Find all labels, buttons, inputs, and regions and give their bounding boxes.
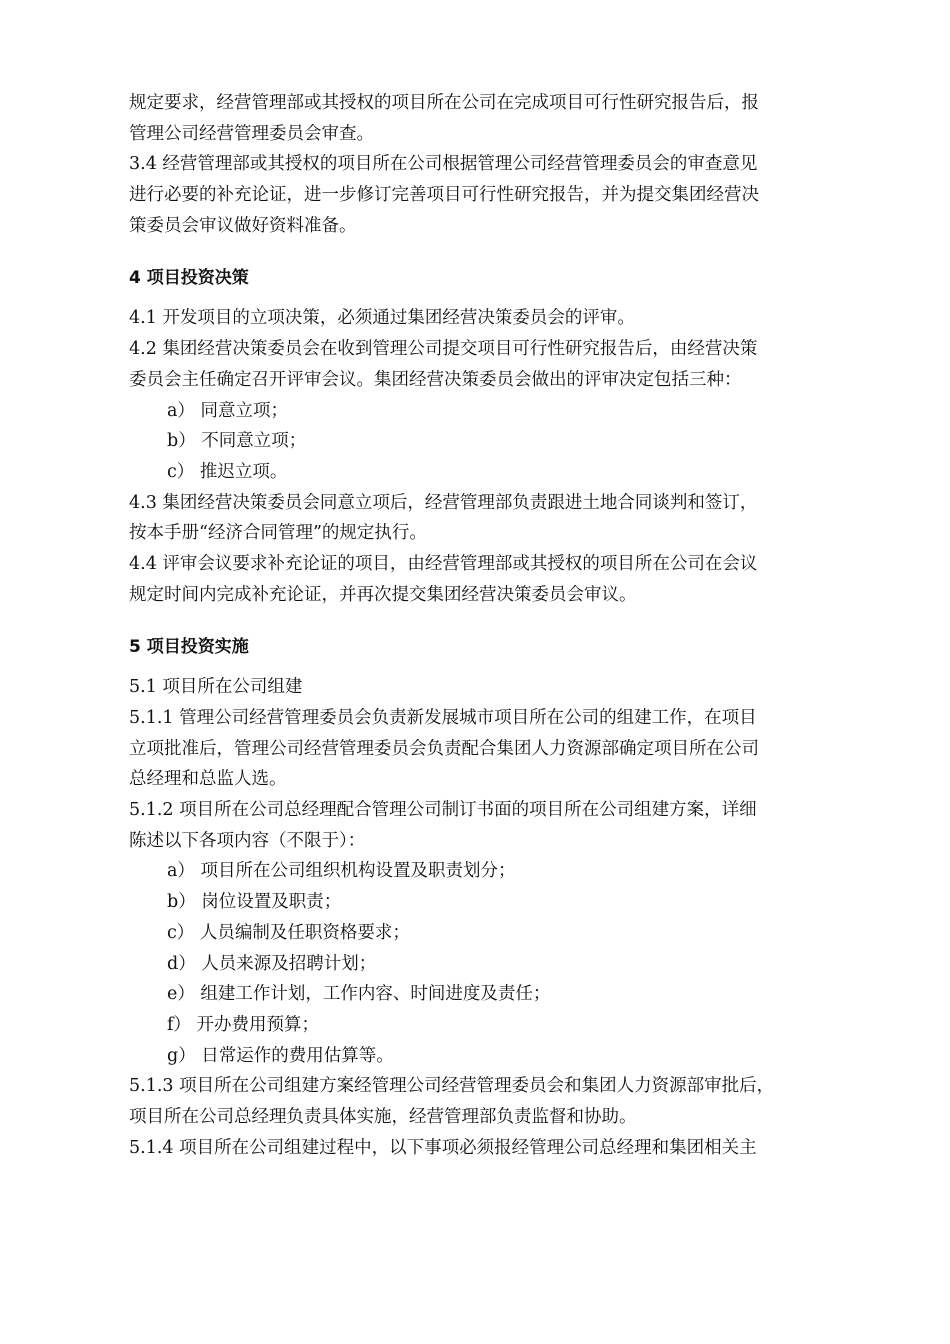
paragraph-4-1 [129, 303, 829, 334]
list-item: b） 不同意立项； [167, 431, 307, 452]
document-page [129, 88, 829, 1163]
text-line: 4.2 集团经营决策委员会在收到管理公司提交项目可行性研究报告后，由经营决策 [129, 339, 758, 360]
text-line: 3.4 经营管理部或其授权的项目所在公司根据管理公司经营管理委员会的审查意见 [129, 154, 758, 175]
text-line: 规定时间内完成补充论证，并再次提交集团经营决策委员会审议。 [129, 584, 637, 605]
paragraph-5-1-1 [129, 703, 829, 795]
list-item: c） 人员编制及任职资格要求； [167, 922, 410, 943]
text-line: 规定要求，经营管理部或其授权的项目所在公司在完成项目可行性研究报告后，报 [129, 93, 759, 113]
text-line: 5.1.2 项目所在公司总经理配合管理公司制订书面的项目所在公司组建方案，详细 [129, 800, 757, 821]
list-item: d） 人员来源及招聘计划； [167, 953, 377, 974]
paragraph-4-4 [129, 549, 829, 610]
list-item: g） 日常运作的费用估算等。 [167, 1045, 394, 1066]
paragraph-3-3-tail [129, 88, 829, 149]
paragraph-5-1-3 [129, 1071, 829, 1132]
text-line: 5.1 项目所在公司组建 [129, 677, 303, 698]
list-item: a） 同意立项； [167, 400, 288, 421]
text-line: 陈述以下各项内容（不限于）： [129, 830, 366, 851]
list-item: e） 组建工作计划，工作内容、时间进度及责任； [167, 984, 551, 1005]
text-line: 策委员会审议做好资料准备。 [129, 215, 357, 236]
paragraph-4-2 [129, 334, 829, 487]
text-line: 总经理和总监人选。 [129, 769, 287, 790]
section-heading-5: 5 项目投资实施 [129, 637, 249, 658]
text-line: 立项批准后，管理公司经营管理委员会负责配合集团人力资源部确定项目所在公司 [129, 738, 759, 759]
paragraph-5-1 [129, 672, 829, 703]
section-heading-4: 4 项目投资决策 [129, 268, 249, 289]
list-item: a） 项目所在公司组织机构设置及职责划分； [167, 861, 516, 882]
text-line: 5.1.4 项目所在公司组建过程中，以下事项必须报经管理公司总经理和集团相关主 [129, 1137, 757, 1158]
list-item: b） 岗位设置及职责； [167, 892, 342, 913]
paragraph-5-1-4 [129, 1133, 829, 1164]
list-item: c） 推迟立项。 [167, 461, 288, 482]
text-line: 项目所在公司总经理负责具体实施，经营管理部负责监督和协助。 [129, 1106, 637, 1127]
text-line: 4.3 集团经营决策委员会同意立项后，经营管理部负责跟进土地合同谈判和签订， [129, 492, 758, 513]
list-item: f） 开办费用预算； [167, 1014, 320, 1035]
paragraph-5-1-2 [129, 795, 829, 1071]
paragraph-3-4 [129, 149, 829, 241]
text-line: 5.1.1 管理公司经营管理委员会负责新发展城市项目所在公司的组建工作，在项目 [129, 708, 757, 728]
text-line: 4.1 开发项目的立项决策，必须通过集团经营决策委员会的评审。 [129, 308, 635, 329]
text-line: 进行必要的补充论证，进一步修订完善项目可行性研究报告，并为提交集团经营决 [129, 185, 759, 206]
text-line: 4.4 评审会议要求补充论证的项目，由经营管理部或其授权的项目所在公司在会议 [129, 553, 758, 574]
paragraph-4-3 [129, 488, 829, 549]
text-line: 5.1.3 项目所在公司组建方案经管理公司经营管理委员会和集团人力资源部审批后， [129, 1076, 775, 1097]
text-line: 按本手册“经济合同管理”的规定执行。 [129, 523, 427, 544]
text-line: 管理公司经营管理委员会审查。 [129, 123, 374, 144]
text-line: 委员会主任确定召开评审会议。集团经营决策委员会做出的评审决定包括三种： [129, 369, 742, 390]
